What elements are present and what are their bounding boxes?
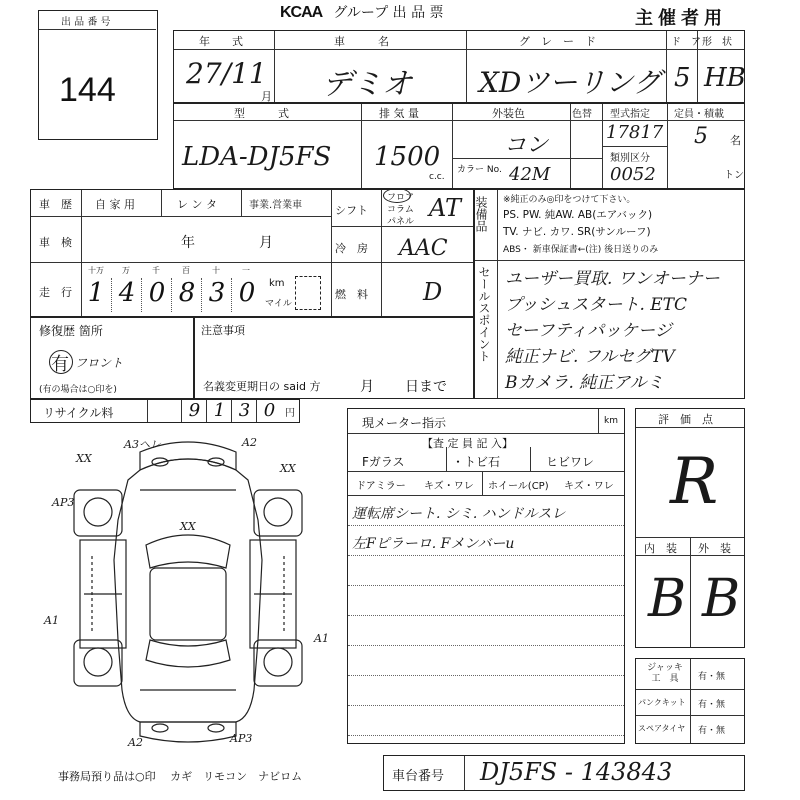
inspection-label: 車 検 [39,236,72,249]
sales-point-5: Bカメラ. 純正アルミ [505,373,664,393]
wheel-front-left [84,498,112,526]
interior-label: 内 装 [644,542,677,555]
wheel-rear-left [84,648,112,676]
color-number-value: 42M [509,164,551,185]
shift-option-floor[interactable]: フロア [387,193,415,203]
mileage-label: 走 行 [39,286,72,299]
mileage-place-labels [81,265,261,277]
exterior-value: B [702,569,741,629]
equipment-line3[interactable]: ABS・ 新車保証書←(注) 後日送りのみ [503,245,659,255]
kcaa-logo: KCAA [280,4,323,21]
wheel-label: ホイール(CP) [488,481,549,492]
mileage-place-label: 万 [122,266,130,275]
inspector-title: 【査 定 員 記 入】 [422,437,513,450]
car-name-value: デミオ [322,67,412,102]
mark-left-low: A1 [44,614,59,627]
recycle-fee-digit: 9 [181,400,207,422]
recycle-fee-label: リサイクル料 [43,406,114,420]
puncture-kit-label: パンクキット [638,698,686,707]
repair-history-location: フロント [75,356,124,370]
exterior-color-value: コン [504,133,549,158]
wheel-front-right [264,498,292,526]
lot-number: 144 [59,71,116,109]
type-designation-label: 型式指定 [610,109,650,120]
fuel-value: D [423,278,443,306]
inspector-remark-1: 運転席シート. シミ. ハンドルスレ [352,506,566,522]
name-change-day: 日まで [405,379,447,395]
mileage-digit: 3 [201,278,232,312]
model-label: 型 式 [234,107,289,120]
notes-label: 注意事項 [201,324,245,337]
shift-option-column[interactable]: コラム [387,205,414,215]
ruled-line [348,585,624,586]
equipment-line1[interactable]: PS. PW. 純AW. AB(エアバック) [503,209,653,221]
ruled-lines [348,495,624,743]
mark-top-right: A2 [242,436,257,449]
inspection-year-unit: 年 [181,235,195,251]
mark-roof: XX [180,520,196,533]
mileage-digit: 0 [141,278,172,312]
capacity-label: 定員・積載 [674,109,724,120]
shift-value: AT [429,194,462,222]
shape-value: HB [704,63,746,93]
repair-history-value: 有 [51,354,69,375]
category-label: 類別区分 [610,153,650,164]
cc-unit: c.c. [429,172,445,182]
mileage-place-label: 百 [182,266,190,275]
displacement-label: 排 気 量 [379,107,419,120]
recycle-fee-digits [181,400,281,422]
mark-top-center: A3ヘレ [124,438,161,451]
equipment-note: ※純正のみ◎印をつけて下さい。 [503,195,636,205]
chassis-number-label: 車台番号 [392,769,445,784]
title-suffix: グループ 出 品 票 [333,5,444,21]
lot-number-box [38,10,158,140]
color-number-label: カラー No. [457,165,502,175]
name-change-month: 月 [360,379,374,395]
for-organizer-label: 主 催 者 用 [635,8,723,28]
jack-value[interactable]: 有・無 [698,672,726,682]
ruled-line [348,525,624,526]
car-name-label: 車 名 [334,35,389,48]
recycle-fee-digit: 1 [206,400,232,422]
displacement-value: 1500 [374,142,441,172]
history-label: 車 歴 [39,198,72,211]
notes-box [194,317,474,399]
ruled-line [348,705,624,706]
form-title [280,2,444,22]
ruled-line [348,555,624,556]
repair-history-circle [49,350,73,374]
load-unit: トン [724,170,744,181]
mark-top-left: XX [76,452,92,465]
name-change-deadline-label: 名義変更期日の said 方 [203,380,321,393]
shift-label: シフト [335,204,368,217]
mark-bottom-left: A2 [128,736,143,749]
office-items-note: 事務局預り品は○印 カギ リモコン ナビロム [58,770,303,783]
lot-number-label: 出 品 番 号 [61,17,111,28]
chassis-number-box [383,755,745,791]
windshield-crack: ヒビワレ [546,455,595,469]
km-label: km [269,278,285,289]
windshield [146,535,230,568]
category-value: 0052 [610,164,656,185]
doors-label: ド ア [671,37,701,48]
score-label: 評 価 点 [658,413,713,426]
grade-value: XDツーリング [479,66,661,99]
wheel-rear-right [264,648,292,676]
equipment-side-label: 装備品 [474,196,488,232]
color-change-label: 色替 [572,109,592,120]
car-outline [114,459,262,722]
year-label: 年 式 [199,35,243,48]
repair-history-box [30,317,194,399]
mileage-digit: 8 [171,278,202,312]
repair-history-label: 修復歴 箇所 [39,324,103,338]
ruled-line [348,615,624,616]
capacity-value: 5 [694,124,708,149]
spare-tire-value[interactable]: 有・無 [698,726,726,736]
history-option-rental: レ ン タ [177,198,217,211]
shift-option-panel[interactable]: パネル [387,217,415,227]
exterior-color-label: 外装色 [492,107,525,120]
repair-history-note: (有の場合は○印を) [39,385,117,395]
mileage-place-label: 一 [242,266,250,275]
door-mirror-label: ドアミラー [356,481,406,492]
fuel-label: 燃 料 [335,288,368,301]
history-option-commercial: 事業.営業車 [249,200,303,211]
recycle-fee-digit: 3 [231,400,257,422]
mileage-digit: 0 [231,278,262,312]
inspector-box [347,408,625,744]
history-block [30,189,474,317]
equipment-block [474,189,745,399]
mark-bottom-right: AP3 [230,732,253,745]
right-side [250,540,296,648]
rear-window [146,640,230,667]
wheel-state: キズ・ワレ [564,481,614,492]
model-value: LDA-DJ5FS [182,142,332,172]
mileage-place-label: 十 [212,266,220,275]
history-option-private: 自 家 用 [95,198,135,211]
sales-points-side-label: セールスポイント [477,266,491,362]
interior-value: B [648,569,687,629]
mileage-place-label: 千 [152,266,160,275]
score-value: R [670,445,719,519]
mark-left: AP3 [52,496,75,509]
ruled-line [348,735,624,736]
left-side [80,540,126,648]
roof [150,568,226,640]
mark-right: XX [280,462,296,475]
recycle-fee-digit: 0 [256,400,282,422]
sales-point-1: ユーザー買取. ワンオーナー [505,269,720,289]
km-checkbox[interactable] [295,276,321,310]
mileage-digits [81,278,261,314]
aircon-value: AAC [399,236,448,261]
grade-label: グ レ ー ド [519,35,596,48]
jack-label: ジャッキ 工 具 [647,663,683,684]
shape-label: 形 状 [702,37,732,48]
sales-point-4: 純正ナビ. フルセグTV [505,347,675,367]
score-box [635,408,745,648]
ruled-line [348,675,624,676]
current-meter-label: 現メーター指示 [362,416,447,430]
puncture-kit-value[interactable]: 有・無 [698,700,726,710]
tools-box [635,658,745,744]
rear-bumper [140,722,236,742]
year-month-unit: 月 [261,90,272,103]
inspector-remark-2: 左Fピラーロ. Fメンバーu [352,536,515,552]
capacity-unit: 名 [730,134,741,147]
exterior-label: 外 装 [698,542,731,555]
recycle-fee-unit: 円 [285,408,295,419]
current-meter-unit: km [604,416,618,426]
mileage-digit: 1 [87,278,105,308]
sales-point-3: セーフティパッケージ [505,321,672,341]
mark-right-low: A1 [314,632,329,645]
spec-row [173,103,745,189]
sales-point-2: プッシュスタート. ETC [505,295,688,315]
equipment-line2[interactable]: TV. ナビ. カワ. SR(サンルーフ) [503,226,651,238]
vehicle-info-row [173,30,745,103]
spare-tire-label: スペアタイヤ [638,724,686,733]
windshield-chip: ・トビ石 [452,455,501,469]
mileage-place-label: 十万 [88,266,104,275]
type-designation-value: 17817 [606,122,664,143]
mileage-digit: 4 [111,278,142,312]
recycle-fee-box [30,399,300,423]
door-mirror-state: キズ・ワレ [424,481,474,492]
shift-floor-circle [383,188,411,203]
year-value: 27/11 [186,57,267,90]
windshield-label: Fガラス [362,455,405,469]
inspection-month-unit: 月 [259,235,273,251]
chassis-number-value: DJ5FS - 143843 [480,758,673,786]
doors-value: 5 [674,63,691,93]
aircon-label: 冷 房 [335,242,368,255]
mile-label: マイル [265,299,292,309]
ruled-line [348,645,624,646]
